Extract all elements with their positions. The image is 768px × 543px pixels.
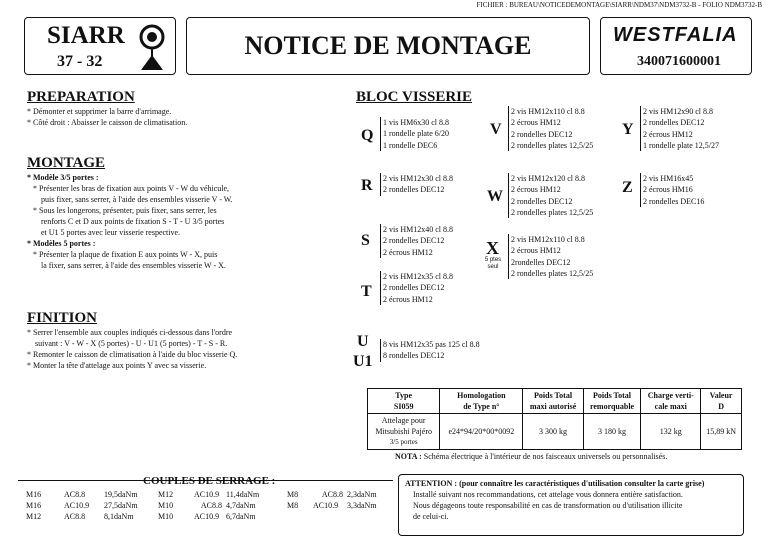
- couple-class: AC8.8: [64, 512, 86, 521]
- visserie-v: [508, 106, 593, 151]
- finition-text: [27, 327, 237, 371]
- visserie-w: [508, 173, 593, 218]
- letter-t: T: [361, 283, 372, 300]
- montage-heading: MONTAGE: [27, 155, 106, 171]
- visserie-line: 2 vis HM12x40 cl 8.8: [383, 225, 453, 234]
- cell-ptac: 3 300 kg: [523, 414, 583, 450]
- couple-size: M12: [158, 490, 174, 499]
- header-text: Homologation: [457, 391, 506, 400]
- nota-label: NOTA :: [395, 452, 422, 461]
- couple-value: 27,5daNm: [104, 501, 138, 510]
- couples-divider: [18, 480, 393, 481]
- visserie-line: 2 rondelles plates 12,5/25: [511, 207, 594, 217]
- couple-size: M8: [287, 501, 299, 510]
- visserie-line: 2 rondelles DEC12: [643, 118, 705, 128]
- header-charge: [641, 389, 701, 414]
- x-note: [480, 257, 506, 271]
- letter-v: V: [490, 121, 502, 138]
- visserie-u: [380, 339, 480, 362]
- couple-value: 4,7daNm: [226, 501, 256, 510]
- visserie-line: 2 écrous HM12: [511, 185, 561, 195]
- montage-text: [27, 172, 233, 271]
- couple-size: M16: [26, 501, 42, 510]
- cell-homologation: e24*94/20*00*0092: [440, 414, 523, 450]
- couple-row: [287, 500, 377, 511]
- siarr-logo-icon: [135, 24, 169, 72]
- finition-line: * Serrer l'ensemble aux couples indiqués ci-dessous dans l'ordre: [27, 328, 233, 337]
- montage-line: renforts C et D aux points de fixation S - T - U 3/5 portes: [41, 217, 225, 226]
- couples-heading: COUPLES DE SERRAGE :: [143, 475, 276, 487]
- visserie-x: [508, 234, 593, 279]
- attention-title: ATTENTION : (pour connaître les caractéristiques d'utilisation consulter la carte grise): [405, 479, 705, 488]
- couple-class: AC10.9: [194, 512, 220, 521]
- header-homologation: [440, 389, 523, 414]
- finition-line: * Monter la tête d'attelage aux points Y avec sa visserie.: [27, 361, 207, 370]
- preparation-line: * Démonter et supprimer la barre d'arrimage.: [27, 107, 172, 116]
- letter-r: R: [361, 177, 373, 194]
- visserie-line: 2 écrous HM12: [383, 294, 433, 304]
- couple-value: 2,3daNm: [347, 490, 377, 499]
- visserie-line: 8 vis HM12x35 pas 125 cl 8.8: [383, 340, 480, 349]
- x-note-line: seul: [487, 264, 499, 270]
- cell-ptr: 3 180 kg: [583, 414, 641, 450]
- header-text: Type: [395, 391, 413, 400]
- couple-class: AC8.8: [64, 490, 86, 499]
- spec-table: [367, 388, 742, 450]
- visserie-line: 2 rondelles plates 12,5/25: [511, 140, 594, 150]
- cell-charge: 132 kg: [641, 414, 701, 450]
- visserie-z: [640, 173, 704, 207]
- finition-line: suivant : V - W - X (5 portes) - U - U1 (5 portes) - T - S - R.: [35, 339, 228, 348]
- couple-row: [26, 500, 138, 511]
- header-text: SI059: [393, 402, 414, 411]
- couple-value: 3,3daNm: [347, 501, 377, 510]
- couple-class: AC8.8: [200, 501, 222, 510]
- couple-size: M12: [26, 512, 42, 521]
- brand-name: SIARR: [47, 22, 125, 49]
- spec-data-row: [368, 414, 742, 450]
- letter-u1: U1: [353, 353, 373, 370]
- couple-value: 8,1daNm: [104, 512, 134, 521]
- preparation-line: * Côté droit : Abaisser le caisson de climatisation.: [27, 118, 188, 127]
- visserie-line: 2 vis HM16x45: [643, 174, 694, 183]
- letter-q: Q: [361, 127, 374, 144]
- preparation-heading: PREPARATION: [27, 89, 135, 105]
- couple-row: [158, 500, 259, 511]
- visserie-line: 2 rondelles DEC12: [383, 185, 445, 195]
- header-text: Poids Total: [593, 391, 632, 400]
- visserie-line: 1 vis HM6x30 cl 8.8: [383, 118, 449, 127]
- cell-valeur-d: 15,89 kN: [701, 414, 742, 450]
- couple-size: M16: [26, 490, 42, 499]
- cell-text: Mitsubishi Pajéro: [375, 427, 432, 436]
- visserie-line: 2 rondelles DEC12: [383, 283, 445, 293]
- nota-text: Schéma électrique à l'intérieur de nos faisceaux universels ou personnalisés.: [423, 452, 668, 461]
- letter-u: U: [357, 333, 369, 350]
- couple-row: [26, 511, 138, 522]
- finition-heading: FINITION: [27, 310, 98, 326]
- couples-col-3: [287, 489, 377, 511]
- visserie-line: 1 rondelle plate 12,5/27: [643, 140, 719, 150]
- letter-w: W: [487, 188, 503, 205]
- visserie-line: 2 écrous HM16: [643, 185, 693, 195]
- visserie-line: 2 vis HM12x35 cl 8.8: [383, 272, 453, 281]
- montage-line: puis fixer, sans serrer, à l'aide des ensembles visserie V - W.: [41, 195, 233, 204]
- visserie-line: 2 rondelles DEC12: [383, 236, 445, 246]
- montage-line: * Modèle 3/5 portes :: [27, 173, 99, 182]
- couple-size: M10: [158, 501, 174, 510]
- visserie-line: 1 rondelle DEC6: [383, 140, 438, 150]
- bloc-visserie-heading: BLOC VISSERIE: [356, 89, 473, 105]
- visserie-line: 8 rondelles DEC12: [383, 351, 445, 361]
- montage-line: * Modèles 5 portes :: [27, 239, 96, 248]
- visserie-line: 2 rondelles plates 12,5/25: [511, 268, 594, 278]
- montage-line: et U1 5 portes avec leur visserie respective.: [41, 228, 181, 237]
- title-box: [186, 17, 590, 75]
- header-ptr: [583, 389, 641, 414]
- attention-line: Nous dégageons toute responsabilité en cas de transformation ou d'utilisation illicite: [413, 501, 683, 510]
- cell-text: 3/5 portes: [389, 438, 418, 446]
- header-text: cale maxi: [654, 402, 687, 411]
- montage-line: la fixer, sans serrer, à l'aide des ensembles visserie W - X.: [41, 261, 226, 270]
- visserie-line: 2 vis HM12x110 cl 8.8: [511, 107, 585, 116]
- preparation-text: [27, 106, 187, 128]
- couple-row: [158, 511, 259, 522]
- header-ptac: [523, 389, 583, 414]
- header-text: Valeur: [709, 391, 733, 400]
- visserie-line: 2rondelles DEC12: [511, 257, 571, 267]
- visserie-t: [380, 271, 453, 305]
- visserie-line: 2 vis HM12x90 cl 8.8: [643, 107, 713, 116]
- couples-col-1: [26, 489, 138, 522]
- cell-text: Attelage pour: [381, 416, 426, 425]
- letter-y: Y: [622, 121, 634, 138]
- header-text: remorquable: [589, 402, 635, 411]
- nota: [395, 451, 667, 462]
- spec-header-row: [368, 389, 742, 414]
- letter-s: S: [361, 232, 370, 249]
- couple-row: [287, 489, 377, 500]
- couple-value: 19,5daNm: [104, 490, 138, 499]
- header-valeur-d: [701, 389, 742, 414]
- reference-number: 340071600001: [637, 54, 721, 69]
- x-note-line: 5 ptes: [484, 257, 502, 263]
- montage-line: * Présenter la plaque de fixation E aux points W - X, puis: [33, 250, 218, 259]
- couple-size: M8: [287, 490, 299, 499]
- header-text: D: [718, 402, 724, 411]
- couples-spacer: [18, 480, 19, 528]
- brand-code: 37 - 32: [57, 53, 103, 70]
- header-text: Poids Total: [534, 391, 573, 400]
- westfalia-logo: WESTFALIA: [613, 24, 738, 46]
- visserie-y: [640, 106, 719, 151]
- letter-z: Z: [622, 179, 633, 196]
- header-text: maxi autorisé: [529, 402, 577, 411]
- couple-class: AC10.9: [194, 490, 220, 499]
- letter-x: X: [486, 238, 499, 258]
- finition-line: * Remonter le caisson de climatisation à l'aide du bloc visserie Q.: [27, 350, 238, 359]
- couples-col-2: [158, 489, 259, 522]
- visserie-line: 2 rondelles DEC16: [643, 196, 705, 206]
- couple-class: AC10.9: [64, 501, 90, 510]
- visserie-line: 2 écrous HM12: [511, 246, 561, 256]
- couple-value: 6,7daNm: [226, 512, 256, 521]
- couple-class: AC10.9: [313, 501, 339, 510]
- cell-type: [368, 414, 440, 450]
- visserie-line: 2 rondelles DEC12: [511, 196, 573, 206]
- attention-line: Installé suivant nos recommandations, cet attelage vous donnera entière satisfaction.: [413, 490, 683, 499]
- visserie-line: 2 vis HM12x30 cl 8.8: [383, 174, 453, 183]
- visserie-line: 2 rondelles DEC12: [511, 129, 573, 139]
- visserie-line: 1 rondelle plate 6/20: [383, 129, 449, 139]
- couple-row: [26, 489, 138, 500]
- visserie-q: [380, 117, 449, 151]
- couple-row: [158, 489, 259, 500]
- visserie-s: [380, 224, 453, 258]
- montage-line: * Présenter les bras de fixation aux points V - W du véhicule,: [33, 184, 230, 193]
- header-text: Charge verti-: [647, 391, 694, 400]
- couple-value: 11,4daNm: [226, 490, 260, 499]
- couple-class: AC8.8: [321, 490, 343, 499]
- attention-box: [398, 474, 744, 536]
- visserie-r: [380, 173, 453, 196]
- visserie-line: 2 écrous HM12: [383, 247, 433, 257]
- couple-size: M10: [158, 512, 174, 521]
- visserie-line: 2 écrous HM12: [511, 118, 561, 128]
- brand-box: [24, 17, 176, 75]
- header-text: de Type n°: [463, 402, 500, 411]
- file-path: FICHIER : BUREAU\NOTICEDEMONTAGE\SIARR\NDM37\NDM3732-B - FOLIO NDM3732-B: [476, 1, 762, 9]
- header-type: [368, 389, 440, 414]
- visserie-line: 2 vis HM12x110 cl 8.8: [511, 235, 585, 244]
- visserie-line: 2 écrous HM12: [643, 129, 693, 139]
- visserie-line: 2 vis HM12x120 cl 8.8: [511, 174, 585, 183]
- attention-line: de celui-ci.: [413, 512, 449, 521]
- montage-line: * Sous les longerons, présenter, puis fixer, sans serrer, les: [33, 206, 217, 215]
- westfalia-box: [600, 17, 752, 75]
- page-title: NOTICE DE MONTAGE: [244, 31, 532, 60]
